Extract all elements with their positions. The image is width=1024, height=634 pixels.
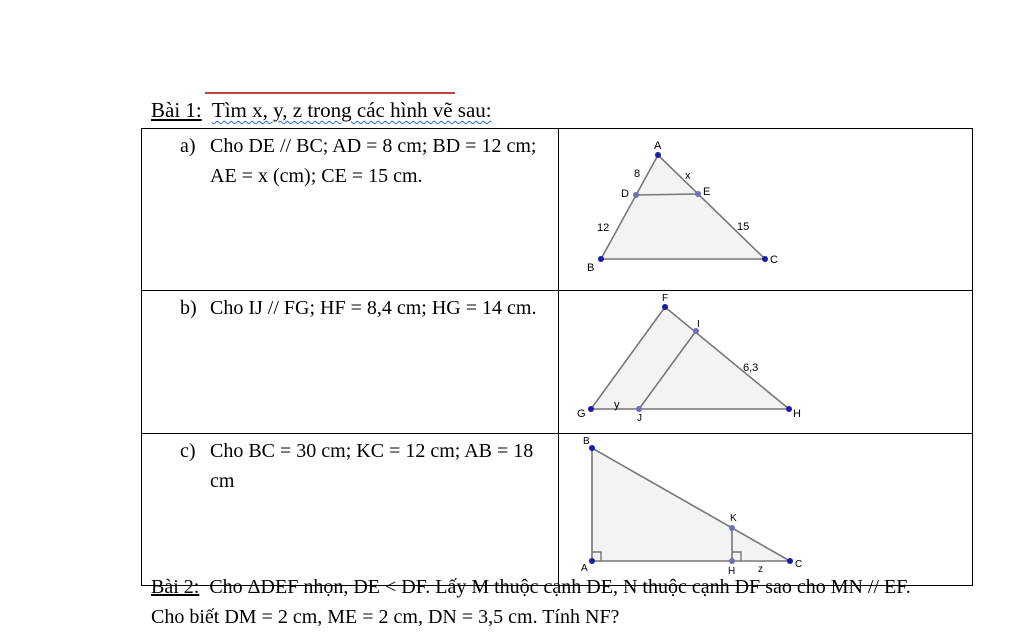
point-a xyxy=(655,152,661,158)
figure-a-cell xyxy=(559,129,973,291)
exercise-1-instruction: Tìm x, y, z trong các hình vẽ sau: xyxy=(211,98,492,122)
label-point-j: J xyxy=(637,413,642,424)
exercise-2-label: Bài 2: xyxy=(151,576,200,598)
item-a-cell xyxy=(142,129,559,291)
point-g xyxy=(588,406,594,412)
label-point-f: F xyxy=(662,293,669,304)
label-point-a: A xyxy=(581,563,588,574)
label-ih: 6,3 xyxy=(743,362,759,374)
label-point-e: E xyxy=(703,186,711,198)
exercise-2 xyxy=(151,572,1021,632)
point-b xyxy=(589,445,595,451)
label-point-i: I xyxy=(697,319,700,330)
item-b-cell xyxy=(142,291,559,434)
figure-c-cell xyxy=(559,434,973,586)
label-ce: 15 xyxy=(737,221,750,233)
label-point-g: G xyxy=(577,408,586,420)
point-a xyxy=(589,558,595,564)
point-c xyxy=(787,558,793,564)
triangle-fgh xyxy=(591,307,789,409)
exercise-2-statement: Cho ΔDEF nhọn, DE < DF. Lấy M thuộc cạnh DE, N thuộc cạnh DF sao cho MN // EF. xyxy=(209,576,911,598)
point-j xyxy=(636,406,642,412)
segment-de xyxy=(636,194,698,195)
exercise-2-line-2: Cho biết DM = 2 cm, ME = 2 cm, DN = 3,5 cm. Tính NF? xyxy=(151,606,620,628)
point-k xyxy=(729,525,735,531)
table-row xyxy=(142,291,973,434)
label-point-h: H xyxy=(728,566,736,577)
figure-c xyxy=(559,434,972,580)
label-gj: y xyxy=(614,399,620,411)
item-a-text: Cho DE // BC; AD = 8 cm; BD = 12 cm; AE = x (cm); CE = 15 cm. xyxy=(210,135,537,187)
label-point-c: C xyxy=(770,254,778,266)
item-c-label: c) xyxy=(180,440,196,462)
figure-a xyxy=(559,129,972,285)
label-hc: z xyxy=(758,564,763,575)
exercise-1-label: Bài 1: xyxy=(151,98,202,122)
point-e xyxy=(695,191,701,197)
label-point-h: H xyxy=(793,408,801,420)
point-h xyxy=(729,558,735,564)
figure-b xyxy=(559,291,972,428)
label-bd: 12 xyxy=(597,222,610,234)
triangle-abc xyxy=(601,155,765,259)
label-point-a: A xyxy=(654,140,662,152)
exercise-1-heading xyxy=(151,98,492,123)
item-c-cell xyxy=(142,434,559,586)
label-point-c: C xyxy=(795,559,803,570)
table-row xyxy=(142,434,973,586)
point-c xyxy=(762,256,768,262)
exercise-2-line-1 xyxy=(151,572,1021,602)
item-c-text: Cho BC = 30 cm; KC = 12 cm; AB = 18 cm xyxy=(210,440,534,492)
item-b-label: b) xyxy=(180,297,197,319)
figure-b-cell xyxy=(559,291,973,434)
point-h xyxy=(786,406,792,412)
item-a-label: a) xyxy=(180,135,196,157)
decorative-rule xyxy=(205,92,455,94)
point-d xyxy=(633,192,639,198)
point-f xyxy=(662,304,668,310)
label-point-k: K xyxy=(730,513,737,524)
item-b-text: Cho IJ // FG; HF = 8,4 cm; HG = 14 cm. xyxy=(210,297,537,319)
label-ad: 8 xyxy=(634,168,641,180)
label-point-b: B xyxy=(583,436,590,447)
triangle-abc-right xyxy=(592,448,790,561)
label-point-d: D xyxy=(621,188,629,200)
label-point-b: B xyxy=(587,262,595,274)
label-ae: x xyxy=(685,170,691,182)
point-b xyxy=(598,256,604,262)
table-row xyxy=(142,129,973,291)
exercise-table xyxy=(141,128,973,586)
